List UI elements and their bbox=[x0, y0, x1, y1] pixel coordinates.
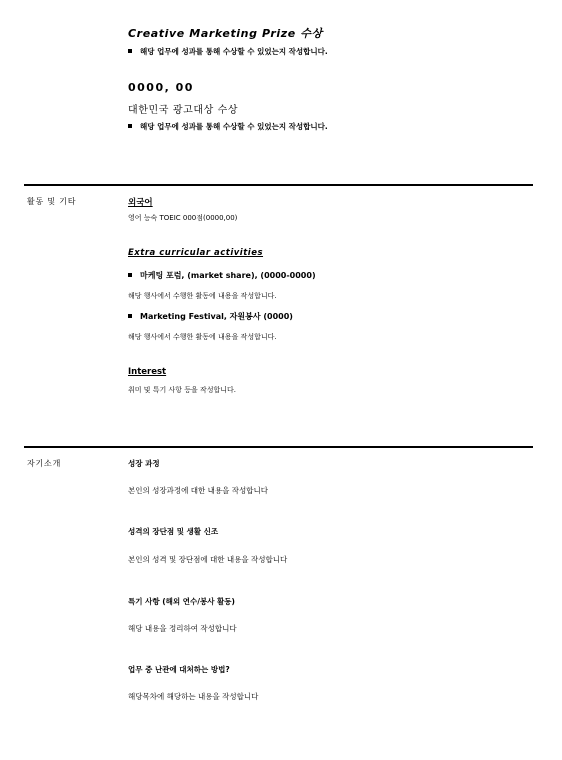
section-label-activities: 활동 및 기타 bbox=[27, 197, 77, 206]
intro-body-3: 해당 내용을 정리하여 작성합니다 bbox=[128, 624, 237, 633]
award-title-2: 대한민국 광고대상 수상 bbox=[128, 105, 239, 116]
bullet-square-icon bbox=[128, 314, 132, 318]
bullet-square-icon bbox=[128, 124, 132, 128]
intro-heading-1: 성장 과정 bbox=[128, 459, 160, 468]
award-bullet-text-1: 해당 업무에 성과를 통해 수상할 수 있었는지 작성합니다. bbox=[140, 47, 328, 56]
award-bullet-2 bbox=[128, 121, 328, 132]
language-text: 영어 능숙 TOEIC 000점(0000,00) bbox=[128, 214, 238, 222]
intro-heading-2: 성격의 장단점 및 생활 신조 bbox=[128, 527, 219, 536]
extra-item-title-2: Marketing Festival, 자원봉사 (0000) bbox=[140, 312, 293, 321]
extra-heading: Extra curricular activities bbox=[128, 248, 264, 258]
section-label-intro: 자기소개 bbox=[27, 459, 62, 468]
bullet-square-icon bbox=[128, 49, 132, 53]
award-title-1: Creative Marketing Prize 수상 bbox=[128, 27, 323, 40]
award-date-2: 0000, 00 bbox=[128, 81, 194, 94]
award-bullet-text-2: 해당 업무에 성과를 통해 수상할 수 있었는지 작성합니다. bbox=[140, 122, 328, 131]
intro-body-2: 본인의 성격 및 장단점에 대한 내용을 작성합니다 bbox=[128, 555, 288, 564]
section-divider bbox=[24, 184, 533, 186]
section-divider bbox=[24, 446, 533, 448]
intro-body-4: 해당목차에 해당하는 내용을 작성합니다 bbox=[128, 692, 259, 701]
bullet-square-icon bbox=[128, 273, 132, 277]
interest-heading: Interest bbox=[128, 367, 167, 377]
intro-heading-3: 특기 사항 (해외 연수/봉사 활동) bbox=[128, 597, 235, 606]
intro-heading-4: 업무 중 난관에 대처하는 방법? bbox=[128, 665, 230, 674]
language-heading: 외국어 bbox=[128, 198, 153, 208]
interest-text: 취미 및 특기 사항 등을 작성합니다. bbox=[128, 386, 237, 394]
extra-item-desc-2: 해당 행사에서 수행한 활동에 내용을 작성합니다. bbox=[128, 333, 277, 341]
award-bullet-1 bbox=[128, 46, 328, 57]
extra-item-1 bbox=[128, 270, 316, 281]
extra-item-desc-1: 해당 행사에서 수행한 활동에 내용을 작성합니다. bbox=[128, 292, 277, 300]
intro-body-1: 본인의 성장과정에 대한 내용을 작성합니다 bbox=[128, 486, 268, 495]
extra-item-2 bbox=[128, 311, 293, 322]
extra-item-title-1: 마케팅 포럼, (market share), (0000-0000) bbox=[140, 271, 316, 280]
